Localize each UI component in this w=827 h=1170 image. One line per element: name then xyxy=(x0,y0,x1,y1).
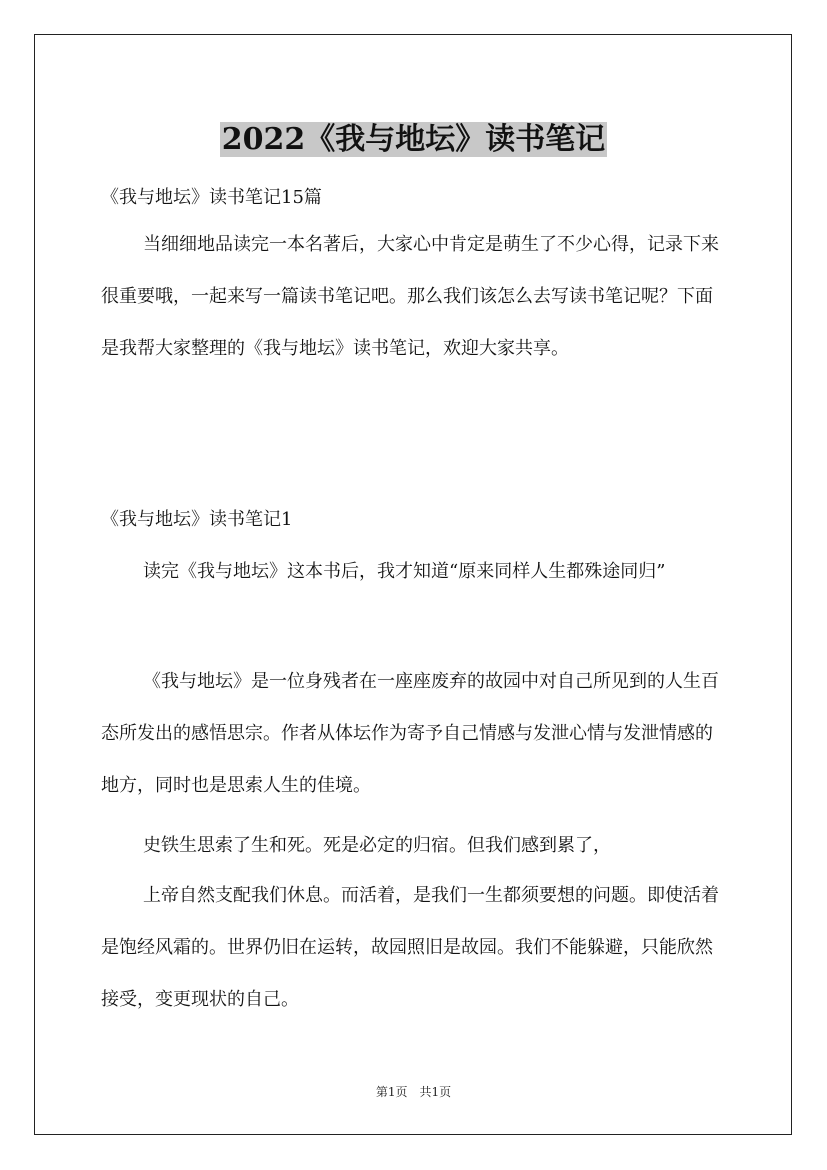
page-footer: 第1页 共1页 xyxy=(375,1085,452,1099)
body-paragraph-1: 读完《我与地坛》这本书后，我才知道“原来同样人生都殊途同归” xyxy=(143,561,666,582)
body-paragraph-2: 《我与地坛》是一位身残者在一座座废弃的故园中对自己所见到的人生百态所发出的感悟思宗。作者从体坛作为寄予自己情感与发泄心情与发泄情感的地方，同时也是思索人生的佳境。 xyxy=(101,671,719,796)
document-title xyxy=(0,120,827,160)
body-paragraph-3: 史铁生思索了生和死。死是必定的归宿。但我们感到累了， xyxy=(143,835,611,856)
intro-paragraph: 当细细地品读完一本名著后，大家心中肯定是萌生了不少心得，记录下来很重要哦，一起来写一篇读书笔记吧。那么我们该怎么去写读书笔记呢？下面是我帮大家整理的《我与地坛》读书笔记，欢迎大家共享。 xyxy=(101,234,719,359)
body-paragraph-4: 上帝自然支配我们休息。而活着，是我们一生都须要想的问题。即使活着是饱经风霜的。世界仍旧在运转，故园照旧是故园。我们不能躲避，只能欣然接受，变更现状的自己。 xyxy=(101,885,719,1010)
document-title-text: 2022《我与地坛》读书笔记 xyxy=(221,122,606,158)
section-heading: 《我与地坛》读书笔记1 xyxy=(101,509,293,530)
document-subtitle: 《我与地坛》读书笔记15篇 xyxy=(101,187,322,208)
